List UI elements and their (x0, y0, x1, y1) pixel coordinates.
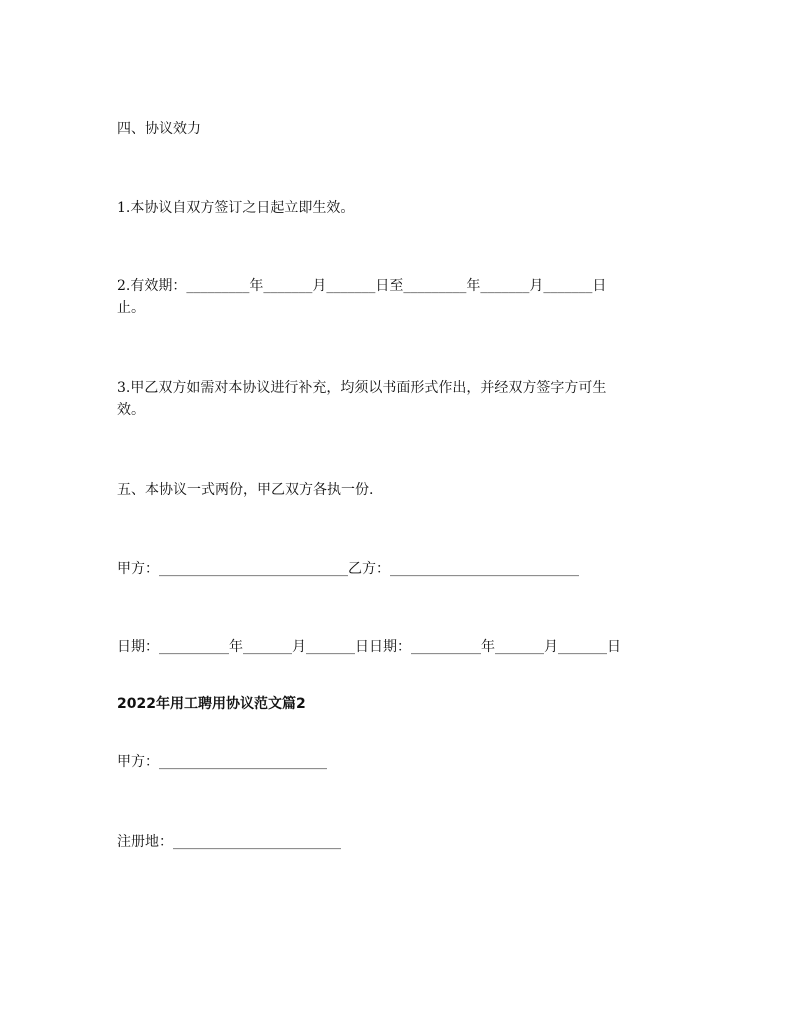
clause-3-line-2: 效。 (117, 402, 145, 418)
clause-2-line-1: 2.有效期：_________年_______月_______日至_________年_______月_______日 (117, 278, 607, 294)
section-4-heading: 四、协议效力 (117, 121, 201, 137)
section-title-2: 2022年用工聘用协议范文篇2 (117, 696, 306, 712)
date-line: 日期：__________年_______月_______日日期：__________年_______月_______日 (117, 639, 621, 655)
clause-2-line-2: 止。 (117, 300, 145, 316)
party-a-line: 甲方：________________________ (117, 754, 327, 770)
section-5: 五、本协议一式两份，甲乙双方各执一份. (117, 482, 374, 498)
registered-address-line: 注册地：________________________ (117, 834, 341, 850)
clause-3-line-1: 3.甲乙双方如需对本协议进行补充，均须以书面形式作出，并经双方签字方可生 (117, 380, 607, 396)
clause-1: 1.本协议自双方签订之日起立即生效。 (117, 200, 355, 216)
signature-line: 甲方：___________________________乙方：___________________________ (117, 561, 579, 577)
